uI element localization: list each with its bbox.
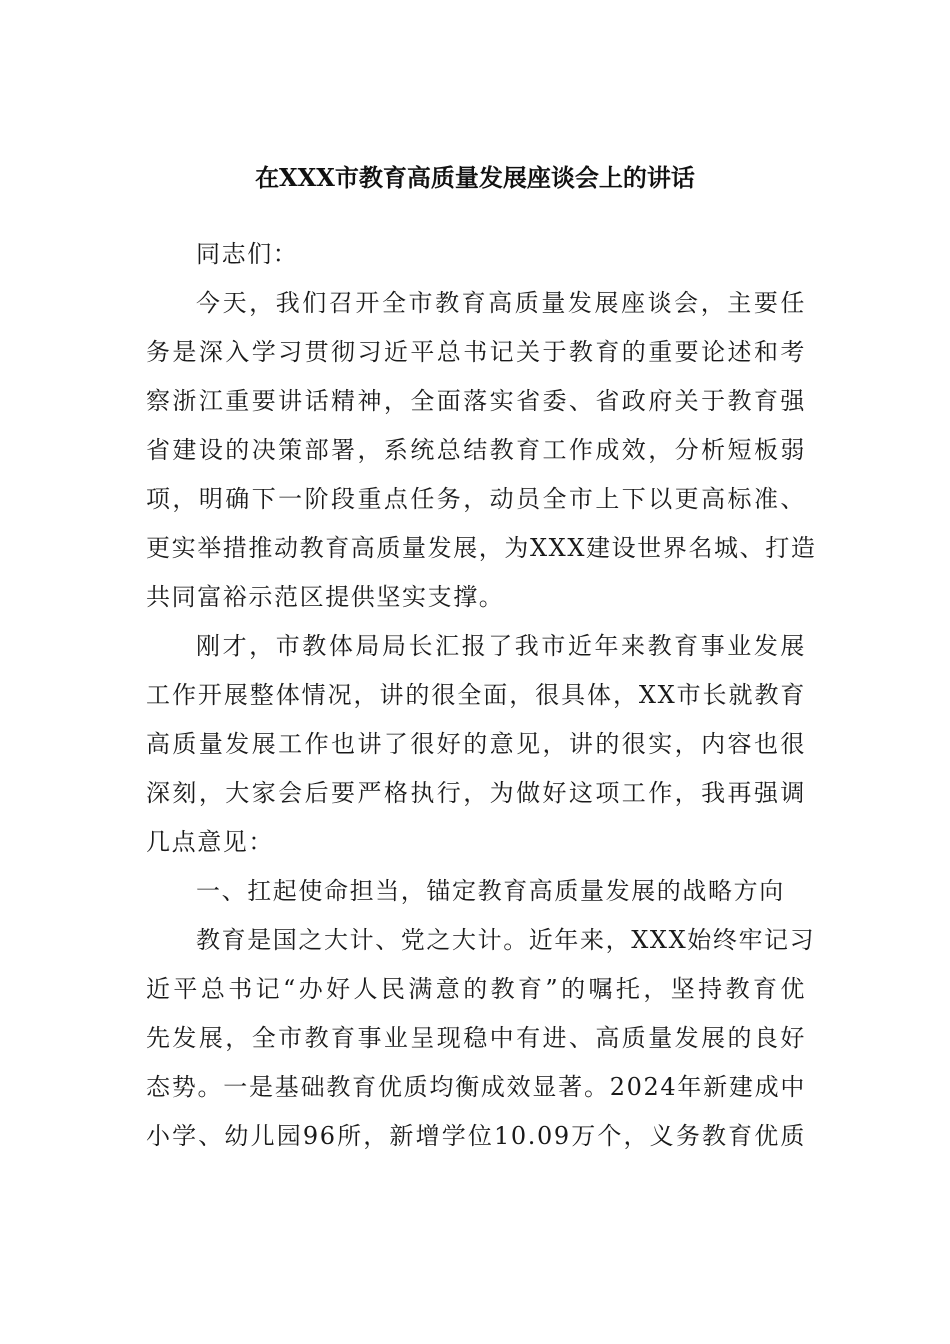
document-body [146, 180, 817, 1161]
text-line: 工作开展整体情况，讲的很全面，很具体，XX市长就教育 [146, 681, 806, 709]
text-line: 刚才，市教体局局长汇报了我市近年来教育事业发展 [196, 632, 806, 660]
title-spacer [146, 180, 806, 230]
text-line: 几点意见： [146, 828, 274, 856]
text-line: 更实举措推动教育高质量发展，为XXX建设世界名城、打造 [146, 534, 817, 562]
text-line: 共同富裕示范区提供坚实支撑。 [146, 583, 505, 611]
paragraph-education [146, 916, 816, 1161]
text-line: 先发展，全市教育事业呈现稳中有进、高质量发展的良好 [146, 1024, 806, 1052]
paragraph-opening [146, 279, 817, 622]
text-line: 务是深入学习贯彻习近平总书记关于教育的重要论述和考 [146, 338, 806, 366]
text-line: 察浙江重要讲话精神，全面落实省委、省政府关于教育强 [146, 387, 806, 415]
document-title: 在XXX市教育高质量发展座谈会上的讲话 [255, 163, 695, 192]
text-line: 项，明确下一阶段重点任务，动员全市上下以更高标准、 [146, 485, 806, 513]
text-line: 教育是国之大计、党之大计。近年来，XXX始终牢记习 [196, 926, 816, 954]
text-line: 一、扛起使命担当，锚定教育高质量发展的战略方向 [196, 877, 785, 905]
text-line: 今天，我们召开全市教育高质量发展座谈会，主要任 [196, 289, 806, 317]
paragraph-greeting [146, 230, 806, 279]
text-line: 省建设的决策部署，系统总结教育工作成效，分析短板弱 [146, 436, 806, 464]
text-line: 态势。一是基础教育优质均衡成效显著。2024年新建成中 [146, 1073, 806, 1101]
text-line: 同志们： [196, 240, 299, 268]
text-line: 高质量发展工作也讲了很好的意见，讲的很实，内容也很 [146, 730, 806, 758]
section-heading [146, 867, 806, 916]
text-line: 深刻，大家会后要严格执行，为做好这项工作，我再强调 [146, 779, 806, 807]
text-line: 小学、幼儿园96所，新增学位10.09万个，义务教育优质 [146, 1122, 806, 1150]
text-line: 近平总书记“办好人民满意的教育”的嘱托，坚持教育优 [146, 975, 806, 1003]
paragraph-report [146, 622, 806, 867]
